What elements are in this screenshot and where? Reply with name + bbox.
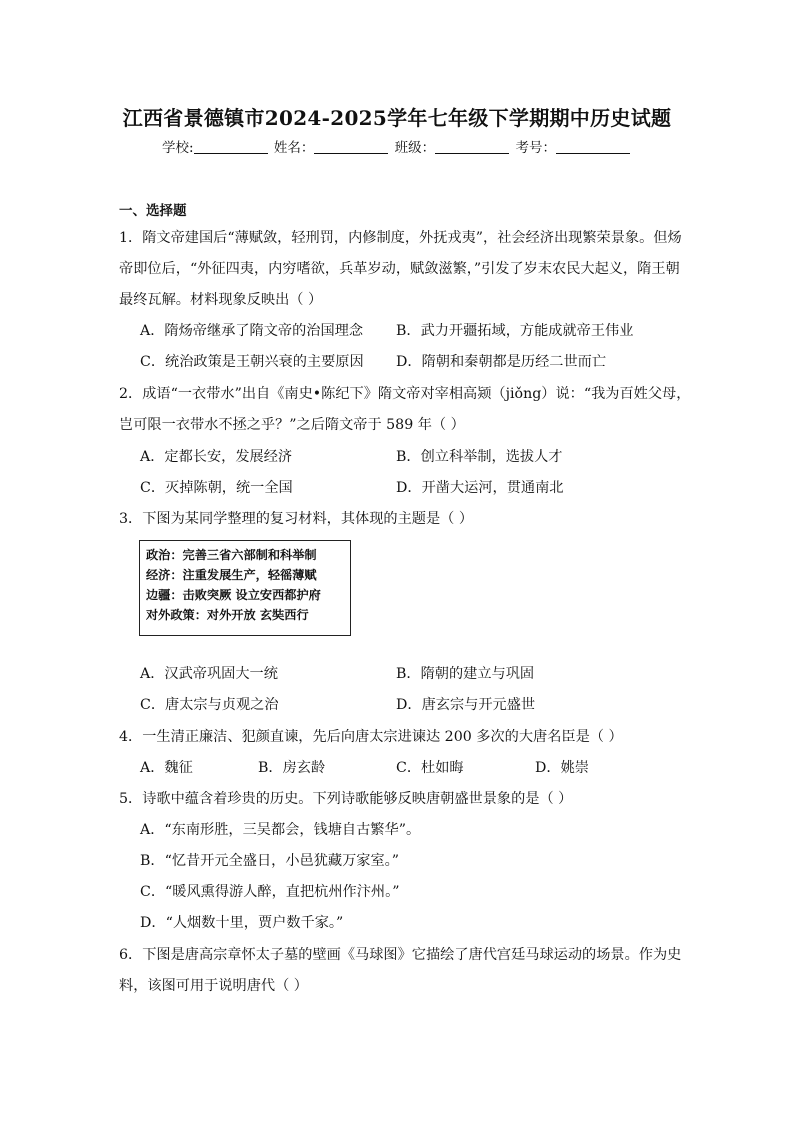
question-text-line: 1．隋文帝建国后“薄赋敛，轻刑罚，内修制度，外抚戎夷”，社会经济出现繁荣景象。但炀 [119,230,682,246]
name-label: 姓名： [273,140,315,156]
option-b[interactable]: B．创立科举制，选拔人才 [396,449,563,465]
option-d[interactable]: D．开凿大运河，贯通南北 [396,480,564,496]
question-text-line: 3．下图为某同学整理的复习材料，其体现的主题是（ ） [119,511,474,527]
review-material-figure [139,540,351,636]
option-c[interactable]: C．统治政策是王朝兴衰的主要原因 [140,354,364,370]
option-a[interactable]: A．汉武帝巩固大一统 [140,666,278,682]
question-text-line: 5．诗歌中蕴含着珍贵的历史。下列诗歌能够反映唐朝盛世景象的是（ ） [119,791,573,807]
name-blank[interactable] [314,139,388,154]
page-title: 江西省景德镇市2024-2025学年七年级下学期期中历史试题 [122,106,672,130]
question-text-line: 6．下图是唐高宗章怀太子墓的壁画《马球图》它描绘了唐代宫廷马球运动的场景。作为史 [119,947,682,963]
question-text-line: 料，该图可用于说明唐代（ ） [119,978,308,994]
exam-no-label: 考号： [515,140,556,156]
option-b[interactable]: B．隋朝的建立与巩固 [396,666,535,682]
question-text-line: 4．一生清正廉洁、犯颜直谏，先后向唐太宗进谏达 200 多次的大唐名臣是（ ） [119,729,623,745]
exam-no-blank[interactable] [556,139,630,154]
section-title: 一、选择题 [119,203,187,219]
question-text-line: 岂可限一衣带水不拯之乎？”之后隋文帝于 589 年（ ） [119,417,465,433]
school-label: 学校: [162,140,194,156]
figure-line-politics: 政治：完善三省六部制和科举制 [146,548,317,562]
option-d[interactable]: D．“人烟数十里，贾户数千家。” [140,915,344,931]
question-text-line: 帝即位后，“外征四夷，内穷嗜欲，兵革岁动，赋敛滋繁，”引发了岁末农民大起义，隋王朝 [119,261,680,277]
option-c[interactable]: C．“暖风熏得游人醉，直把杭州作汴州。” [140,884,400,900]
option-b[interactable]: B．“忆昔开元全盛日，小邑犹藏万家室。” [140,853,400,869]
option-c[interactable]: C．灭掉陈朝，统一全国 [140,480,293,496]
class-label: 班级： [394,140,436,156]
option-d[interactable]: D．隋朝和秦朝都是历经二世而亡 [396,354,607,370]
figure-line-frontier: 边疆：击败突厥 设立安西都护府 [146,588,321,602]
school-blank[interactable] [194,139,268,154]
option-a[interactable]: A．定都长安，发展经济 [140,449,293,465]
option-a[interactable]: A．魏征 [140,760,193,776]
option-c[interactable]: C．唐太宗与贞观之治 [140,697,279,713]
class-blank[interactable] [435,139,509,154]
option-c[interactable]: C．杜如晦 [396,760,464,776]
question-text-line: 最终瓦解。材料现象反映出（ ） [119,292,323,308]
option-b[interactable]: B．房玄龄 [258,760,326,776]
question-text-line: 2．成语“一衣带水”出自《南史•陈纪下》隋文帝对宰相高颎（jiǒng）说：“我为百姓父母， [119,386,691,402]
option-d[interactable]: D．姚崇 [535,760,589,776]
option-a[interactable]: A．“东南形胜，三吴都会，钱塘自古繁华”。 [140,822,421,838]
figure-line-economy: 经济：注重发展生产，轻徭薄赋 [146,568,317,582]
option-b[interactable]: B．武力开疆拓域，方能成就帝王伟业 [396,323,634,339]
option-a[interactable]: A．隋炀帝继承了隋文帝的治国理念 [140,323,364,339]
figure-line-foreign-policy: 对外政策：对外开放 玄奘西行 [146,608,309,622]
student-info-row [0,138,794,158]
option-d[interactable]: D．唐玄宗与开元盛世 [396,697,536,713]
